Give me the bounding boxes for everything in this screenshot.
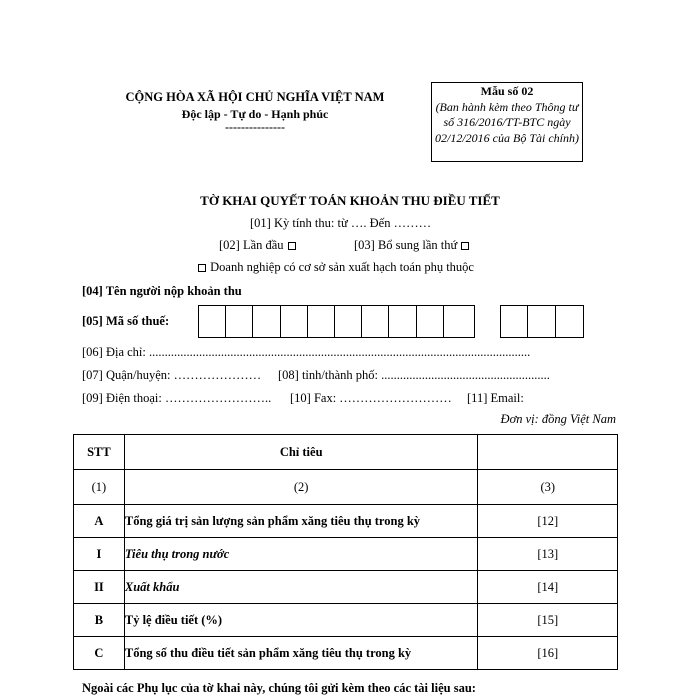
tax-code-boxes[interactable] xyxy=(198,305,475,338)
fax-field: [10] Fax: ……………………… xyxy=(290,391,452,405)
tax-code-digit-box[interactable] xyxy=(444,306,471,337)
tax-code-digit-box[interactable] xyxy=(253,306,280,337)
table-row xyxy=(74,637,618,670)
tax-code-label: [05] Mã số thuế: xyxy=(82,314,170,328)
table-row xyxy=(74,538,618,571)
tax-code-digit-box[interactable] xyxy=(199,306,226,337)
first-time-option[interactable] xyxy=(219,238,297,253)
row-code[interactable]: [15] xyxy=(478,604,618,637)
tax-code-digit-box[interactable] xyxy=(226,306,253,337)
header-stt: STT xyxy=(74,435,125,470)
row-item: Tổng số thu điều tiết sản phẩm xăng tiêu thụ trong kỳ xyxy=(124,637,478,670)
column-number: (2) xyxy=(124,470,478,505)
row-stt: A xyxy=(74,505,125,538)
national-motto: Độc lập - Tự do - Hạnh phúc xyxy=(181,107,329,121)
row-item: Tiêu thụ trong nước xyxy=(124,538,478,571)
first-time-label: [02] Lần đầu xyxy=(219,238,284,252)
row-stt: II xyxy=(74,571,125,604)
dependent-facility-option[interactable] xyxy=(197,260,474,275)
country-name: CỘNG HÒA XÃ HỘI CHỦ NGHĨA VIỆT NAM xyxy=(125,90,385,104)
table-row xyxy=(74,505,618,538)
column-number: (1) xyxy=(74,470,125,505)
tax-code-digit-box[interactable] xyxy=(335,306,362,337)
header-divider: --------------- xyxy=(225,120,285,134)
currency-unit: Đơn vị: đồng Việt Nam xyxy=(500,412,616,426)
row-code[interactable]: [12] xyxy=(478,505,618,538)
dependent-facility-checkbox[interactable] xyxy=(198,264,206,272)
tax-code-branch-digit-box[interactable] xyxy=(528,306,555,337)
row-item: Xuất khẩu xyxy=(124,571,478,604)
table-row xyxy=(74,604,618,637)
form-number-box xyxy=(431,82,583,162)
payer-name-field: [04] Tên người nộp khoản thu xyxy=(82,284,242,298)
tax-code-branch-boxes[interactable] xyxy=(500,305,584,338)
dependent-facility-label: Doanh nghiệp có cơ sở sản xuất hạch toán phụ thuộc xyxy=(210,260,474,274)
settlement-table xyxy=(73,434,618,670)
row-stt: I xyxy=(74,538,125,571)
attachments-note: Ngoài các Phụ lục của tờ khai này, chúng tôi gửi kèm theo các tài liệu sau: xyxy=(82,681,476,695)
row-stt: C xyxy=(74,637,125,670)
table-row xyxy=(74,571,618,604)
table-header-row xyxy=(74,435,618,470)
tax-code-digit-box[interactable] xyxy=(389,306,416,337)
supplement-label: [03] Bổ sung lần thứ xyxy=(354,238,458,252)
tax-code-digit-box[interactable] xyxy=(417,306,444,337)
district-field: [07] Quận/huyện: ………………… xyxy=(82,368,262,382)
supplement-checkbox[interactable] xyxy=(461,242,469,250)
column-number-row xyxy=(74,470,618,505)
form-number: Mẫu số 02 xyxy=(480,84,534,98)
document-title: TỜ KHAI QUYẾT TOÁN KHOẢN THU ĐIỀU TIẾT xyxy=(200,193,500,208)
period-field: [01] Kỳ tính thu: từ …. Đến ……… xyxy=(250,216,432,230)
email-field: [11] Email: xyxy=(467,391,524,405)
tax-code-digit-box[interactable] xyxy=(308,306,335,337)
row-stt: B xyxy=(74,604,125,637)
address-field: [06] Địa chỉ: .......................................................................................................................... xyxy=(82,345,531,359)
row-code[interactable]: [14] xyxy=(478,571,618,604)
row-code[interactable]: [13] xyxy=(478,538,618,571)
tax-code-digit-box[interactable] xyxy=(281,306,308,337)
row-code[interactable]: [16] xyxy=(478,637,618,670)
tax-code-branch-digit-box[interactable] xyxy=(501,306,528,337)
column-number: (3) xyxy=(478,470,618,505)
row-item: Tỷ lệ điều tiết (%) xyxy=(124,604,478,637)
tax-code-digit-box[interactable] xyxy=(362,306,389,337)
header-value xyxy=(478,435,618,470)
tax-code-branch-digit-box[interactable] xyxy=(556,306,583,337)
province-field: [08] tỉnh/thành phố: ...................................................... xyxy=(278,368,550,382)
header-item: Chỉ tiêu xyxy=(124,435,478,470)
phone-field: [09] Điện thoại: …………………….. xyxy=(82,391,272,405)
first-time-checkbox[interactable] xyxy=(288,242,296,250)
supplement-option[interactable] xyxy=(354,238,470,253)
row-item: Tổng giá trị sản lượng sản phẩm xăng tiêu thụ trong kỳ xyxy=(124,505,478,538)
form-legal-note: (Ban hành kèm theo Thông tư số 316/2016/TT-BTC ngày 02/12/2016 của Bộ Tài chính) xyxy=(435,99,579,145)
